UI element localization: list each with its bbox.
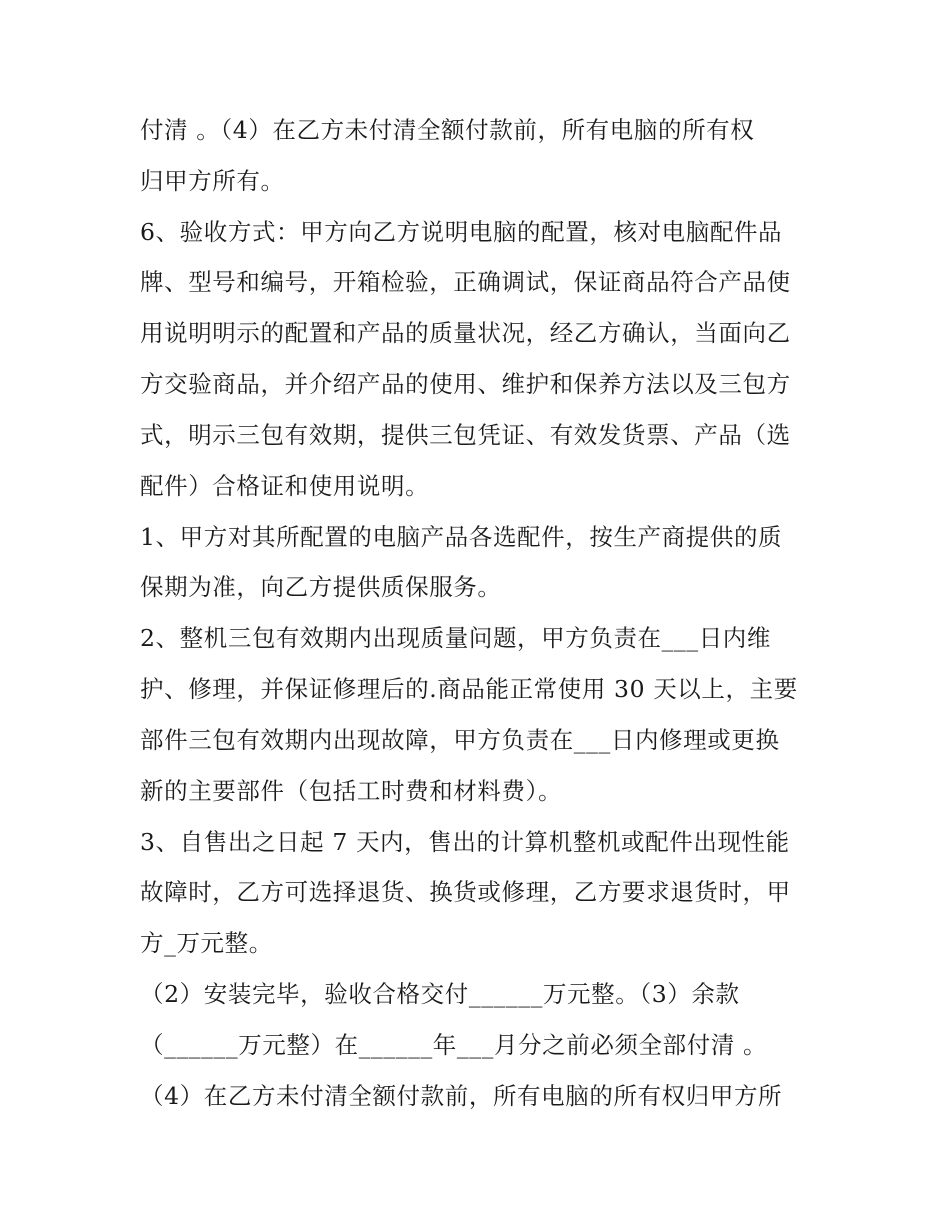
text-line: 式，明示三包有效期，提供三包凭证、有效发货票、产品（选 — [140, 421, 791, 449]
text-line: 6、验收方式：甲方向乙方说明电脑的配置，核对电脑配件品 — [140, 218, 783, 246]
text-line: 1、甲方对其所配置的电脑产品各选配件，按生产商提供的质 — [140, 523, 783, 551]
text-line: 牌、型号和编号，开箱检验，正确调试，保证商品符合产品使 — [140, 268, 791, 296]
text-line: 配件）合格证和使用说明。 — [140, 472, 430, 500]
text-line: （4）在乙方未付清全额付款前，所有电脑的所有权归甲方所 — [140, 1082, 783, 1110]
text-line: 2、整机三包有效期内出现质量问题，甲方负责在___日内维 — [140, 624, 772, 652]
text-line: 部件三包有效期内出现故障，甲方负责在___日内修理或更换 — [140, 726, 780, 754]
text-line: 付清 。（4）在乙方未付清全额付款前，所有电脑的所有权 — [140, 116, 755, 144]
text-line: 护、修理，并保证修理后的.商品能正常使用 30 天以上，主要 — [140, 675, 798, 703]
text-line: 3、自售出之日起 7 天内，售出的计算机整机或配件出现性能 — [140, 828, 790, 856]
text-line: 新的主要部件（包括工时费和材料费）。 — [140, 777, 563, 805]
text-line: （2）安装完毕，验收合格交付______万元整。（3）余款 — [140, 980, 740, 1008]
text-line: 归甲方所有。 — [140, 167, 285, 195]
text-line: 方交验商品，并介绍产品的使用、维护和保养方法以及三包方 — [140, 370, 791, 398]
text-line: 方_万元整。 — [140, 929, 273, 957]
text-line: （______万元整）在______年___月分之前必须全部付清 。 — [140, 1031, 768, 1059]
text-line: 用说明明示的配置和产品的质量状况，经乙方确认，当面向乙 — [140, 319, 791, 347]
text-line: 保期为准，向乙方提供质保服务。 — [140, 573, 502, 601]
text-line: 故障时，乙方可选择退货、换货或修理，乙方要求退货时，甲 — [140, 878, 791, 906]
